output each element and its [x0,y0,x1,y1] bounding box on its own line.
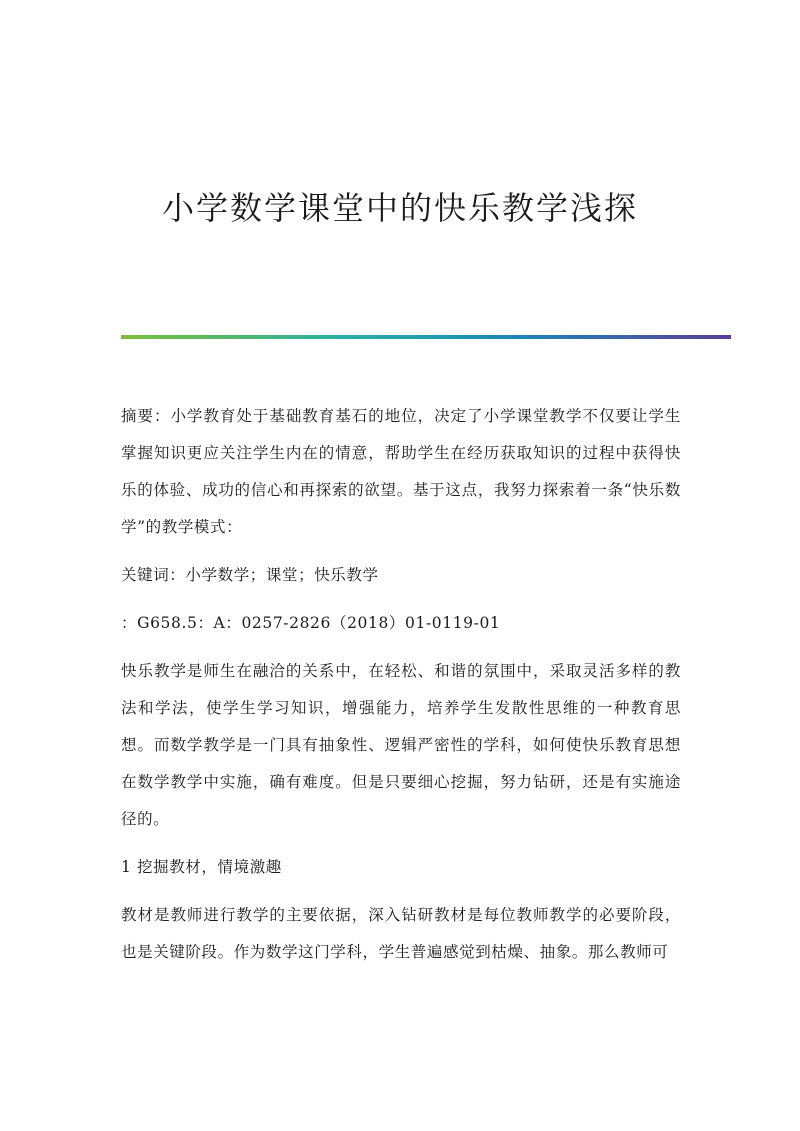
document-body [121,398,681,982]
abstract-paragraph: 摘要：小学教育处于基础教育基石的地位，决定了小学课堂教学不仅要让学生掌握知识更应关注学生内在的情意，帮助学生在经历获取知识的过程中获得快乐的体验、成功的信心和再探索的欲望。基于这点，我努力探索着一条“快乐数学”的教学模式： [121,407,681,536]
document-title: 小学数学课堂中的快乐教学浅探 [161,189,638,227]
classification-line: ：G658.5：A：0257-2826（2018）01-0119-01 [121,614,501,632]
body-paragraph: 快乐教学是师生在融洽的关系中，在轻松、和谐的氛围中，采取灵活多样的教法和学法，使学生学习知识，增强能力，培养学生发散性思维的一种教育思想。而数学教学是一门具有抽象性、逻辑严密性的学科，如何使快乐教育思想在数学教学中实施，确有难度。但是只要细心挖掘，努力钻研，还是有实施途径的。 [121,662,681,828]
keywords-line: 关键词：小学数学；课堂；快乐教学 [121,566,379,584]
title-divider [121,335,731,339]
body-paragraph: 教材是教师进行教学的主要依据，深入钻研教材是每位教师教学的必要阶段，也是关键阶段。作为数学这门学科，学生普遍感觉到枯燥、抽象。那么教师可 [121,906,681,961]
section-heading: 1 挖掘教材，情境激趣 [121,858,282,876]
